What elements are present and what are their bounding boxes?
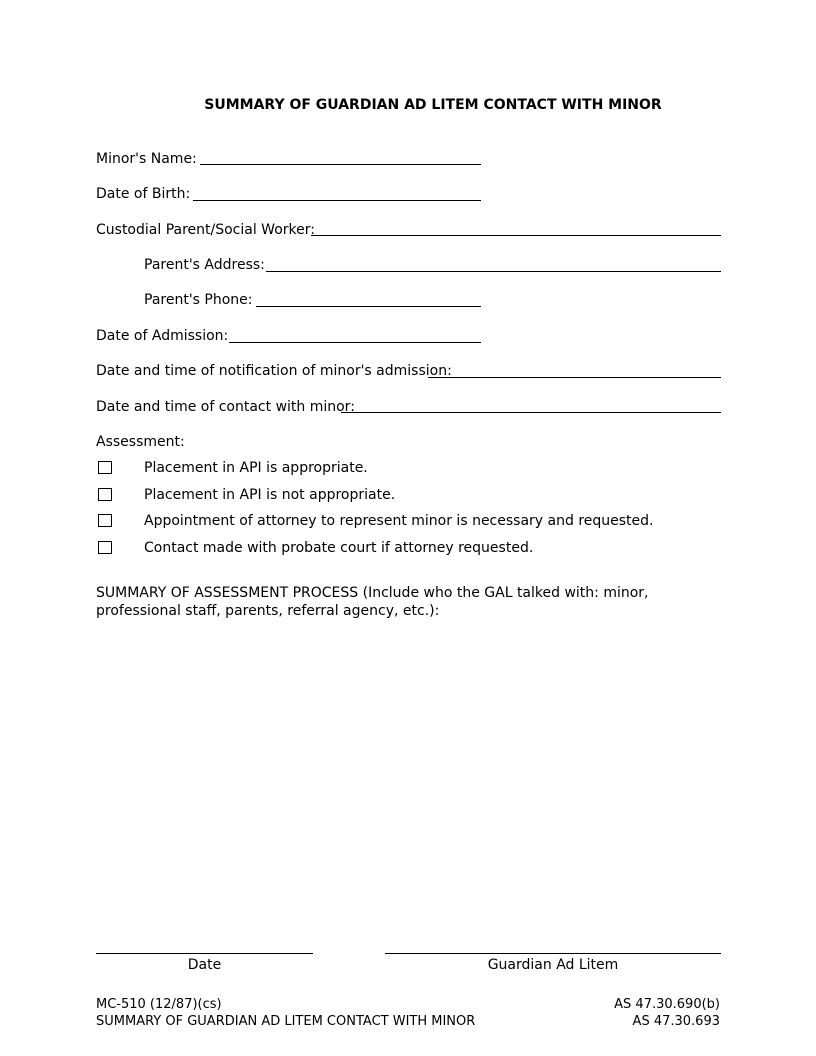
assessment-checkbox-appropriate[interactable] (98, 461, 112, 474)
assessment-option-label: Placement in API is not appropriate. (144, 487, 396, 503)
page-title: SUMMARY OF GUARDIAN AD LITEM CONTACT WITH MINOR (204, 97, 662, 113)
assessment-label: Assessment: (96, 434, 185, 450)
date-of-admission-field[interactable] (229, 342, 481, 343)
assessment-option-label: Appointment of attorney to represent minor is necessary and requested. (144, 513, 654, 529)
gal-signature-label: Guardian Ad Litem (487, 957, 619, 973)
minors-name-field[interactable] (200, 164, 481, 165)
assessment-option-label: Placement in API is appropriate. (144, 460, 368, 476)
contact-label: Date and time of contact with minor: (96, 399, 355, 415)
parents-address-label: Parent's Address: (144, 257, 265, 273)
gal-signature-line[interactable] (385, 953, 721, 954)
footer-statute-1: AS 47.30.690(b) (614, 997, 720, 1012)
notification-label: Date and time of notification of minor's admission: (96, 363, 452, 379)
summary-heading: SUMMARY OF ASSESSMENT PROCESS (Include who the GAL talked with: minor, professional staff, parents, referral agency, etc.): (96, 585, 649, 619)
contact-field[interactable] (341, 412, 721, 413)
date-of-birth-field[interactable] (193, 200, 481, 201)
assessment-checkbox-attorney[interactable] (98, 514, 112, 527)
minors-name-label: Minor's Name: (96, 151, 197, 167)
notification-field[interactable] (428, 377, 721, 378)
summary-text-area[interactable] (96, 630, 721, 930)
date-signature-line[interactable] (96, 953, 313, 954)
assessment-checkbox-probate[interactable] (98, 541, 112, 554)
assessment-option-label: Contact made with probate court if attorney requested. (144, 540, 534, 556)
footer-form-id: MC-510 (12/87)(cs) (96, 997, 222, 1012)
date-of-admission-label: Date of Admission: (96, 328, 229, 344)
custodial-parent-label: Custodial Parent/Social Worker: (96, 222, 315, 238)
footer-statute-2: AS 47.30.693 (632, 1014, 720, 1029)
parents-phone-field[interactable] (256, 306, 481, 307)
footer-form-title: SUMMARY OF GUARDIAN AD LITEM CONTACT WITH MINOR (96, 1014, 476, 1029)
date-signature-label: Date (187, 957, 222, 973)
date-of-birth-label: Date of Birth: (96, 186, 191, 202)
custodial-parent-field[interactable] (311, 235, 721, 236)
assessment-checkbox-not-appropriate[interactable] (98, 488, 112, 501)
parents-phone-label: Parent's Phone: (144, 292, 253, 308)
parents-address-field[interactable] (266, 271, 721, 272)
